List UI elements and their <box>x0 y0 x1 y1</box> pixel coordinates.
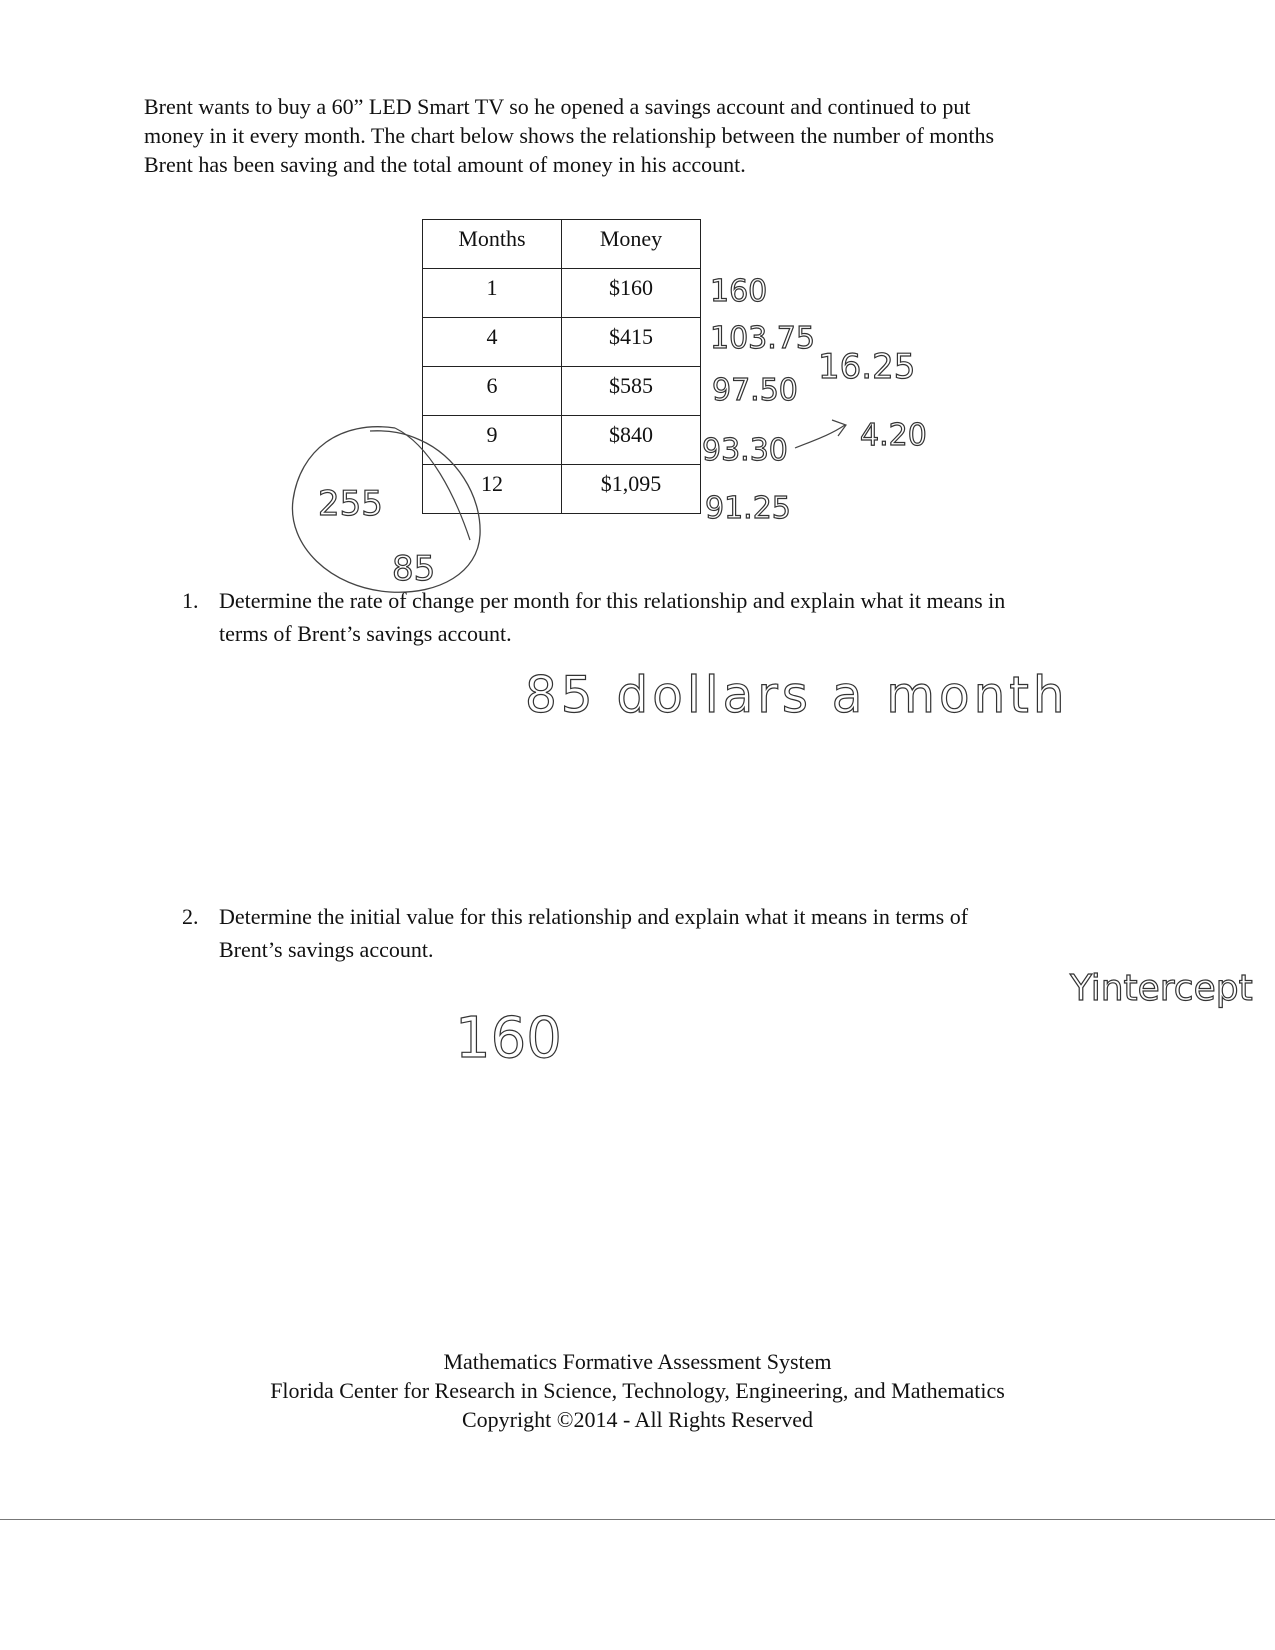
money-cell: $840 <box>562 416 701 465</box>
money-cell: $585 <box>562 367 701 416</box>
money-cell: $1,095 <box>562 465 701 514</box>
handwritten-side-value: 16.25 <box>818 347 916 387</box>
intro-line-3: Brent has been saving and the total amount of money in his account. <box>144 152 746 177</box>
question-1-line-1: Determine the rate of change per month for this relationship and explain what it means in <box>219 588 1006 613</box>
handwritten-connector-line <box>395 428 470 540</box>
question-2-line-1: Determine the initial value for this relationship and explain what it means in terms of <box>219 904 969 929</box>
money-cell: $415 <box>562 318 701 367</box>
handwritten-answer-1: 85 dollars a month <box>525 666 1069 724</box>
footer-line-3: Copyright ©2014 - All Rights Reserved <box>462 1407 813 1432</box>
handwritten-arrow <box>795 420 846 448</box>
question-2-line-2: Brent’s savings account. <box>219 937 434 962</box>
months-cell: 1 <box>423 269 562 318</box>
handwritten-circle-value: 255 <box>318 484 383 524</box>
question-1-number: 1. <box>182 588 199 613</box>
handwritten-col-value: 91.25 <box>705 491 791 526</box>
handwritten-col-value: 160 <box>710 274 768 309</box>
handwritten-col-value: 93.30 <box>702 433 788 468</box>
months-cell: 9 <box>423 416 562 465</box>
footer-line-2: Florida Center for Research in Science, Technology, Engineering, and Mathematics <box>270 1378 1005 1403</box>
months-cell: 6 <box>423 367 562 416</box>
money-header: Money <box>562 220 701 269</box>
months-header: Months <box>423 220 562 269</box>
scan-edge-line <box>0 1519 1275 1520</box>
intro-line-2: money in it every month. The chart below shows the relationship between the number of months <box>144 123 995 148</box>
handwritten-col-value: 103.75 <box>710 321 815 356</box>
months-cell: 4 <box>423 318 562 367</box>
months-cell: 12 <box>423 465 562 514</box>
money-cell: $160 <box>562 269 701 318</box>
question-1-line-2: terms of Brent’s savings account. <box>219 621 512 646</box>
handwritten-answer-2: 160 <box>455 1006 562 1071</box>
question-2-number: 2. <box>182 904 199 929</box>
footer-line-1: Mathematics Formative Assessment System <box>443 1349 832 1374</box>
intro-line-1: Brent wants to buy a 60” LED Smart TV so he opened a savings account and continued to put <box>144 94 971 119</box>
handwritten-side-note: Yintercept <box>1070 968 1253 1009</box>
handwritten-side-value: 4.20 <box>860 418 927 453</box>
handwritten-col-value: 97.50 <box>712 373 798 408</box>
handwritten-circle-value: 85 <box>392 549 436 589</box>
